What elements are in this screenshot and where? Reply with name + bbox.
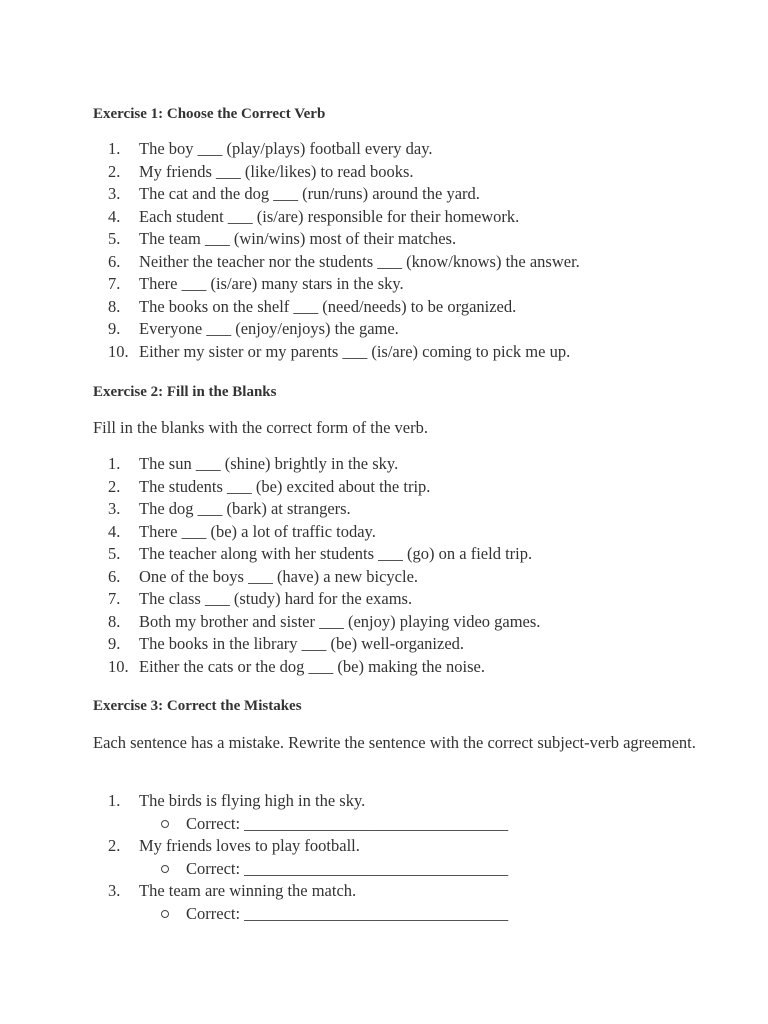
exercise-3-instructions: Each sentence has a mistake. Rewrite the sentence with the correct subject-verb agreement. [93, 733, 696, 752]
hollow-bullet-icon [161, 910, 169, 918]
worksheet-page: Exercise 1: Choose the Correct Verb 1. The boy ___ (play/plays) football every day. 2. My friends ___ (like/likes) to read books. 3. The cat and the dog ___ (run/runs) around the yard. 4. Each student ___ (is/are) responsible for their homework. 5. The team ___ (win/wins) most of their matches. 6. Neither the teacher nor the students ___ (know/knows) the answer. 7. There ___ (is/are) many stars in the sky. 8. The books on the shelf ___ (need/needs) to be organized. 9. Everyone ___ (enjoy/enjoys) the game. 10. Either my sister or my parents ___ (is/are) coming to pick me up. Exercise 2: Fill in the Blanks Fill in the blanks with the correct form of the verb. 1. The sun ___ (shine) brightly in the sky. 2. The students ___ (be) excited about the trip. 3. The dog ___ (bark) at strangers. 4. There ___ (be) a lot of traffic today. 5. The teacher along with her students ___ (go) on a field trip. 6. One of the boys ___ (have) a new bicycle. 7. The class ___ (study) hard for the exams. 8. Both my brother and sister ___ (enjoy) playing video games. 9. The books in the library ___ (be) well-organized. 10. Either the cats or the dog ___ (be) making the noise. Exercise 3: Correct the Mistakes Each sentence has a mistake. Rewrite the sentence with the correct subject-verb agreement. 1. The birds is flying high in the sky. Correct: ________________________________ 2. My friends loves to play football. Correct: ________________________________ 3. The team are winning the match. Correct: ________________________________ [0, 0, 768, 1024]
exercise-2-title: Exercise 2: Fill in the Blanks [93, 384, 277, 400]
exercise-1-title: Exercise 1: Choose the Correct Verb [93, 106, 326, 122]
hollow-bullet-icon [161, 820, 169, 828]
exercise-3-title: Exercise 3: Correct the Mistakes [93, 698, 302, 714]
exercise-2-instructions: Fill in the blanks with the correct form of the verb. [93, 418, 428, 437]
hollow-bullet-icon [161, 865, 169, 873]
